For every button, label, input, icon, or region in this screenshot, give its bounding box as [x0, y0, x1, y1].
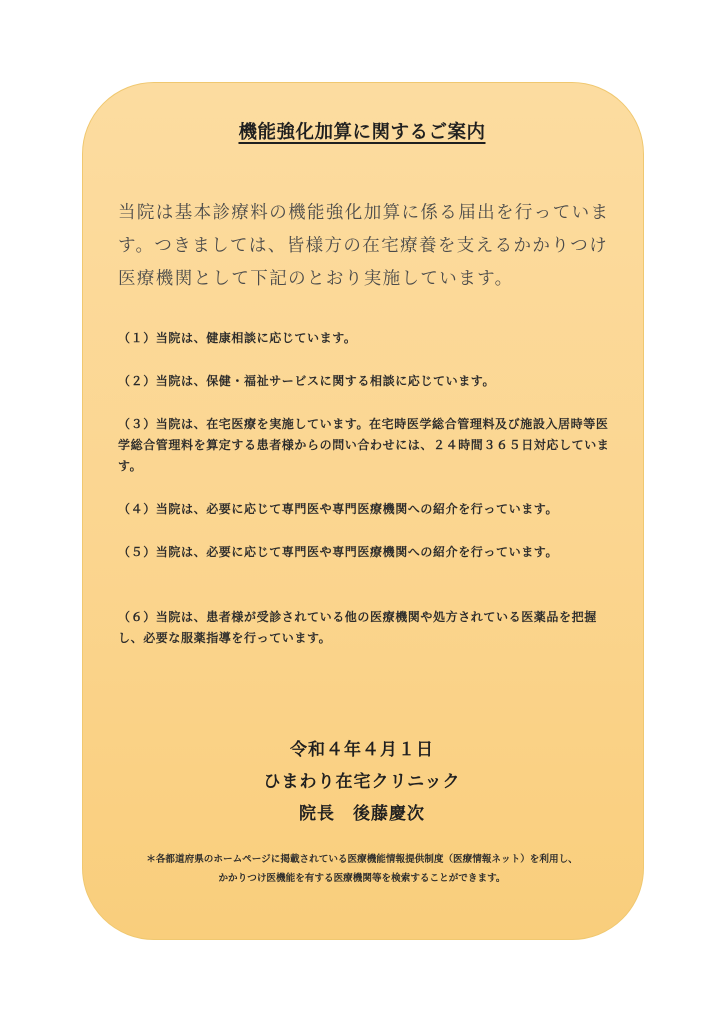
- list-item-5: （５）当院は、必要に応じて専門医や専門医療機関への紹介を行っています。: [118, 545, 559, 559]
- footnote: [100, 850, 624, 888]
- list-item-2: （２）当院は、保健・福祉サービスに関する相談に応じています。: [118, 374, 496, 388]
- list-item-4: （４）当院は、必要に応じて専門医や専門医療機関への紹介を行っています。: [118, 502, 559, 516]
- signature-block: [0, 734, 724, 830]
- footnote-line-1: ＊各都道府県のホームページに掲載されている医療機能情報提供制度（医療情報ネット）を利用し、: [146, 854, 578, 865]
- notice-date: 令和４年４月１日: [290, 740, 434, 760]
- clinic-name: ひまわり在宅クリニック: [263, 772, 461, 792]
- list-item-6: （６）当院は、患者様が受診されている他の医療機関や処方されている医薬品を把握し、必要な服薬指導を行っています。: [118, 610, 597, 645]
- intro-paragraph: 当院は基本診療料の機能強化加算に係る届出を行っています。つきましては、皆様方の在宅療養を支えるかかりつけ医療機関として下記のとおり実施しています。: [118, 203, 610, 289]
- director-name: 院長 後藤慶次: [299, 804, 425, 824]
- footnote-line-2: かかりつけ医機能を有する医療機関等を検索することができます。: [218, 873, 506, 884]
- list-item-3: （３）当院は、在宅医療を実施しています。在宅時医学総合管理料及び施設入居時等医学総合管理料を算定する患者様からの問い合わせには、２４時間３６５日対応しています。: [118, 417, 610, 473]
- list-item-1: （１）当院は、健康相談に応じています。: [118, 331, 357, 345]
- notice-title: 機能強化加算に関するご案内: [238, 122, 486, 143]
